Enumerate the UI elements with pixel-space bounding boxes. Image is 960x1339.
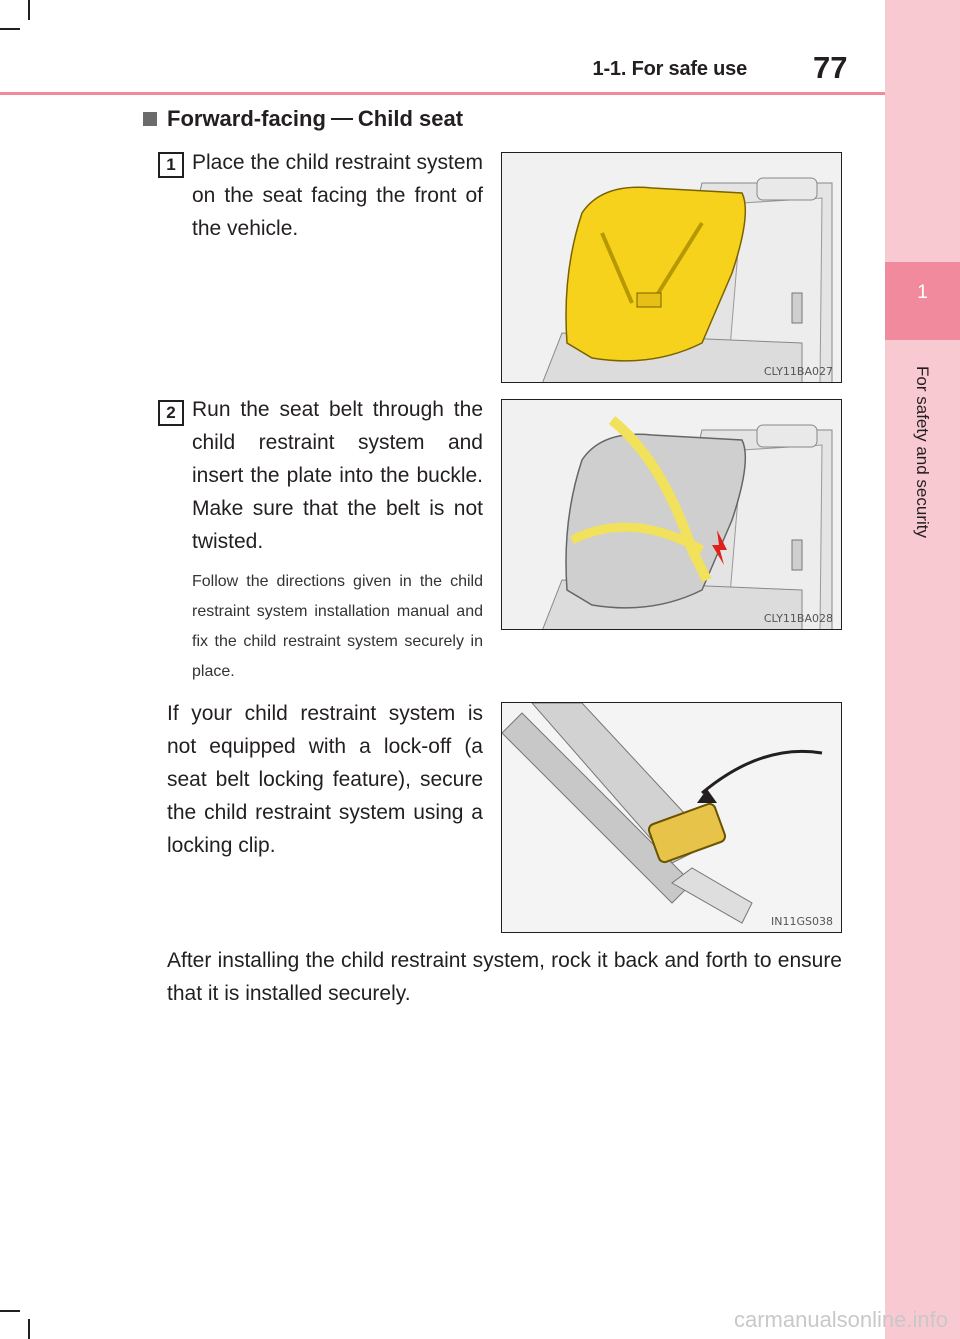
figure-locking-clip [501,702,842,933]
crop-mark [0,1310,20,1312]
chapter-tab-strip [885,0,960,1339]
crop-mark [0,28,20,30]
locking-clip-illustration [502,703,842,933]
header-rule [0,92,885,95]
figure-child-seat [501,152,842,383]
crop-mark [28,1319,30,1339]
step-2-note: Follow the directions given in the child restraint system installation manual and fix the child restraint system securely in place. [192,573,483,680]
chapter-number: 1 [917,282,928,303]
closing-text: After installing the child restraint system, rock it back and forth to ensure that it is installed securely. [167,949,842,1005]
child-seat-illustration [502,153,842,383]
figure-code: CLY11BA028 [763,612,833,625]
chapter-title: For safety and security [913,366,932,538]
page-number: 77 [813,50,848,85]
step-1-badge: 1 [158,152,184,178]
figure-code: CLY11BA027 [763,365,833,378]
step-2-badge: 2 [158,400,184,426]
figure-code: IN11GS038 [771,915,833,928]
figure-belt-routing [501,399,842,630]
square-bullet-icon [143,112,157,126]
heading-part-2: Child seat [357,106,464,131]
em-dash [331,118,353,120]
locking-clip-text: If your child restraint system is not equipped with a lock-off (a seat belt locking feature), secure the child restraint system using a locking clip. [167,702,483,857]
crop-mark [28,0,30,20]
step-2-text: Run the seat belt through the child restraint system and insert the plate into the buckle. Make sure that the belt is not twisted. [192,398,483,553]
heading-part-1: Forward-facing [167,106,326,131]
belt-routing-illustration [502,400,842,630]
watermark[interactable]: carmanualsonline.info [733,1307,948,1332]
section-heading [143,106,463,132]
header-section-title: 1-1. For safe use [592,58,747,80]
step-1-text: Place the child restraint system on the seat facing the front of the vehicle. [192,151,483,240]
